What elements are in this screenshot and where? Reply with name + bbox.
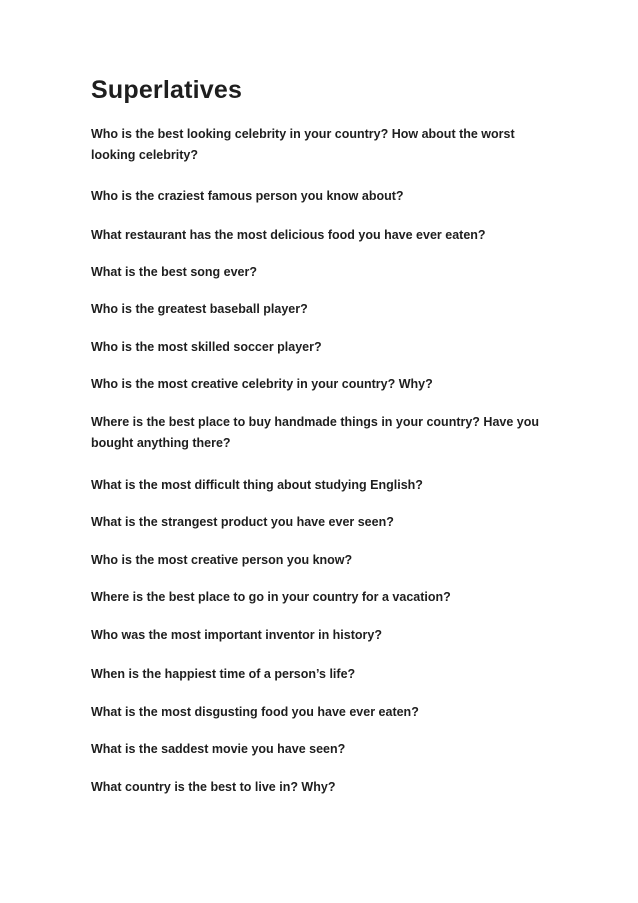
- question-item: Who is the greatest baseball player?: [91, 302, 308, 316]
- question-item: Who was the most important inventor in history?: [91, 628, 382, 642]
- question-item: What country is the best to live in? Why?: [91, 780, 336, 794]
- question-item: What is the strangest product you have ever seen?: [91, 515, 394, 529]
- question-item: Who is the most skilled soccer player?: [91, 340, 322, 354]
- question-item: What restaurant has the most delicious food you have ever eaten?: [91, 228, 486, 242]
- question-item: Where is the best place to buy handmade things in your country? Have you bought anything there?: [91, 415, 539, 450]
- page-title: Superlatives: [91, 76, 243, 104]
- question-item: Who is the craziest famous person you know about?: [91, 189, 404, 203]
- question-item: When is the happiest time of a person’s life?: [91, 667, 356, 681]
- question-item: Where is the best place to go in your country for a vacation?: [91, 590, 451, 604]
- question-item: What is the most difficult thing about studying English?: [91, 478, 423, 492]
- question-item: Who is the most creative celebrity in your country? Why?: [91, 377, 433, 391]
- question-item: What is the saddest movie you have seen?: [91, 742, 346, 756]
- question-item: Who is the most creative person you know?: [91, 553, 353, 567]
- question-item: What is the most disgusting food you have ever eaten?: [91, 705, 419, 719]
- question-item: Who is the best looking celebrity in your country? How about the worst looking celebrity?: [91, 127, 515, 162]
- question-item: What is the best song ever?: [91, 265, 258, 279]
